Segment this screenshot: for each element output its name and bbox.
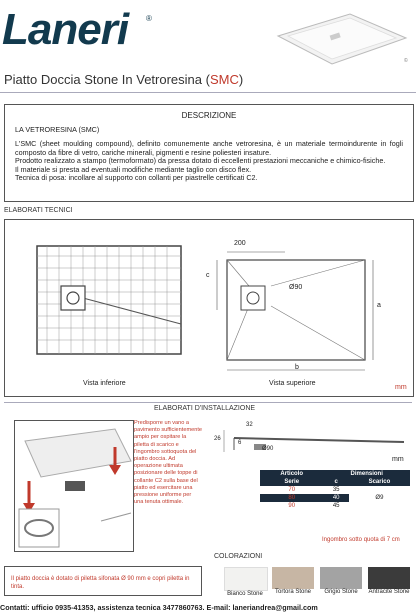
description-subheading: LA VETRORESINA (SMC) xyxy=(15,125,100,134)
col-c: c xyxy=(334,479,338,485)
description-heading: DESCRIZIONE xyxy=(181,111,237,120)
description-text: L'SMC (sheet moulding compound), definito comunemente anche vetroresina, è un materiale termoindurente in fogli composto da fibre di vetro, cariche minerali, pigmenti e resine poliesteri insature. Prodotto realizzato a stampo (termoformato) da pressa dotato di eccellenti prestazioni meccaniche e chimico-fisiche. Il materiale si presta ad eventuali modifiche mediante taglio con disco flex. Tecnica di posa: incollare al supporto con collanti per piastrelle certificati C2. xyxy=(15,139,403,183)
description-box xyxy=(4,104,414,202)
bottom-view-caption: Vista inferiore xyxy=(83,380,126,387)
table-row: 90 45 xyxy=(288,503,340,509)
dim-32: 32 xyxy=(246,422,253,428)
notice-box xyxy=(4,566,202,596)
swatch-grey xyxy=(320,567,362,589)
color-swatch-2: Grigio Stone xyxy=(320,567,362,595)
product-image xyxy=(270,8,410,68)
corner-mark: © xyxy=(404,58,408,64)
section-drawing xyxy=(214,420,410,460)
col-serie: Serie xyxy=(284,479,300,485)
top-view-drawing xyxy=(205,250,395,375)
dim-200: 200 xyxy=(234,240,246,247)
article-table xyxy=(260,470,410,510)
colors-heading: COLORAZIONI xyxy=(214,553,263,560)
color-swatch-3: Antracite Stone xyxy=(368,567,410,595)
bottom-view-drawing xyxy=(35,244,185,379)
installation-illustration xyxy=(14,420,134,552)
swatch-tortora xyxy=(272,567,314,589)
contacts-footer: Contatti: ufficio 0935-41353, assistenza tecnica 3477860763. E-mail: laneriandrea@gmail.com xyxy=(0,603,318,612)
dim-b: b xyxy=(295,364,299,371)
swatch-white xyxy=(224,567,268,591)
swatch-anthracite xyxy=(368,567,410,589)
unit-label: mm xyxy=(395,384,407,391)
technical-box xyxy=(4,219,414,397)
registered-mark: ® xyxy=(146,14,152,23)
install-divider xyxy=(4,402,412,403)
brand-logo: Laneri xyxy=(2,5,129,54)
color-swatch-1: Tortora Stone xyxy=(272,567,314,595)
table-footnote: Ingombro sotto quota di 7 cm xyxy=(322,537,400,543)
dim-26: 26 xyxy=(214,436,221,442)
drain-diameter: Ø90 xyxy=(289,284,303,291)
technical-heading: ELABORATI TECNICI xyxy=(4,207,73,214)
col-scarico: Scarico xyxy=(368,479,391,485)
dim-6: 6 xyxy=(238,440,242,446)
title-divider xyxy=(0,92,416,93)
installation-heading: ELABORATI D'INSTALLAZIONE xyxy=(154,405,256,412)
notice-text: Il piatto doccia è dotato di piletta sifonata Ø 90 mm e copri piletta in tinta. xyxy=(11,576,190,590)
col-articolo: Articolo xyxy=(280,471,304,477)
section-drain: Ø90 xyxy=(262,446,274,452)
dim-a: a xyxy=(377,302,381,309)
table-row: 80 40 Ø9 xyxy=(260,494,410,502)
top-view-caption: Vista superiore xyxy=(269,380,316,387)
install-unit: mm xyxy=(392,456,404,463)
color-swatch-0: Bianco Stone xyxy=(224,567,268,597)
table-row: 70 35 xyxy=(288,487,340,493)
page-title: Piatto Doccia Stone In Vetroresina (SMC) xyxy=(4,72,244,87)
col-dimensioni: Dimensioni xyxy=(350,471,383,477)
installation-note: Predisporre un vano a pavimento sufficientemente ampio per ospitare la piletta di scarico e l'ingombro sottoquota del piatto doccia. Ad operazione ultimata posizionare delle toppe di collante C2 sulla base del piatto ed esercitare una pressione uniforme per una tenuta ottimale. xyxy=(134,420,202,506)
dim-c: c xyxy=(206,272,210,279)
